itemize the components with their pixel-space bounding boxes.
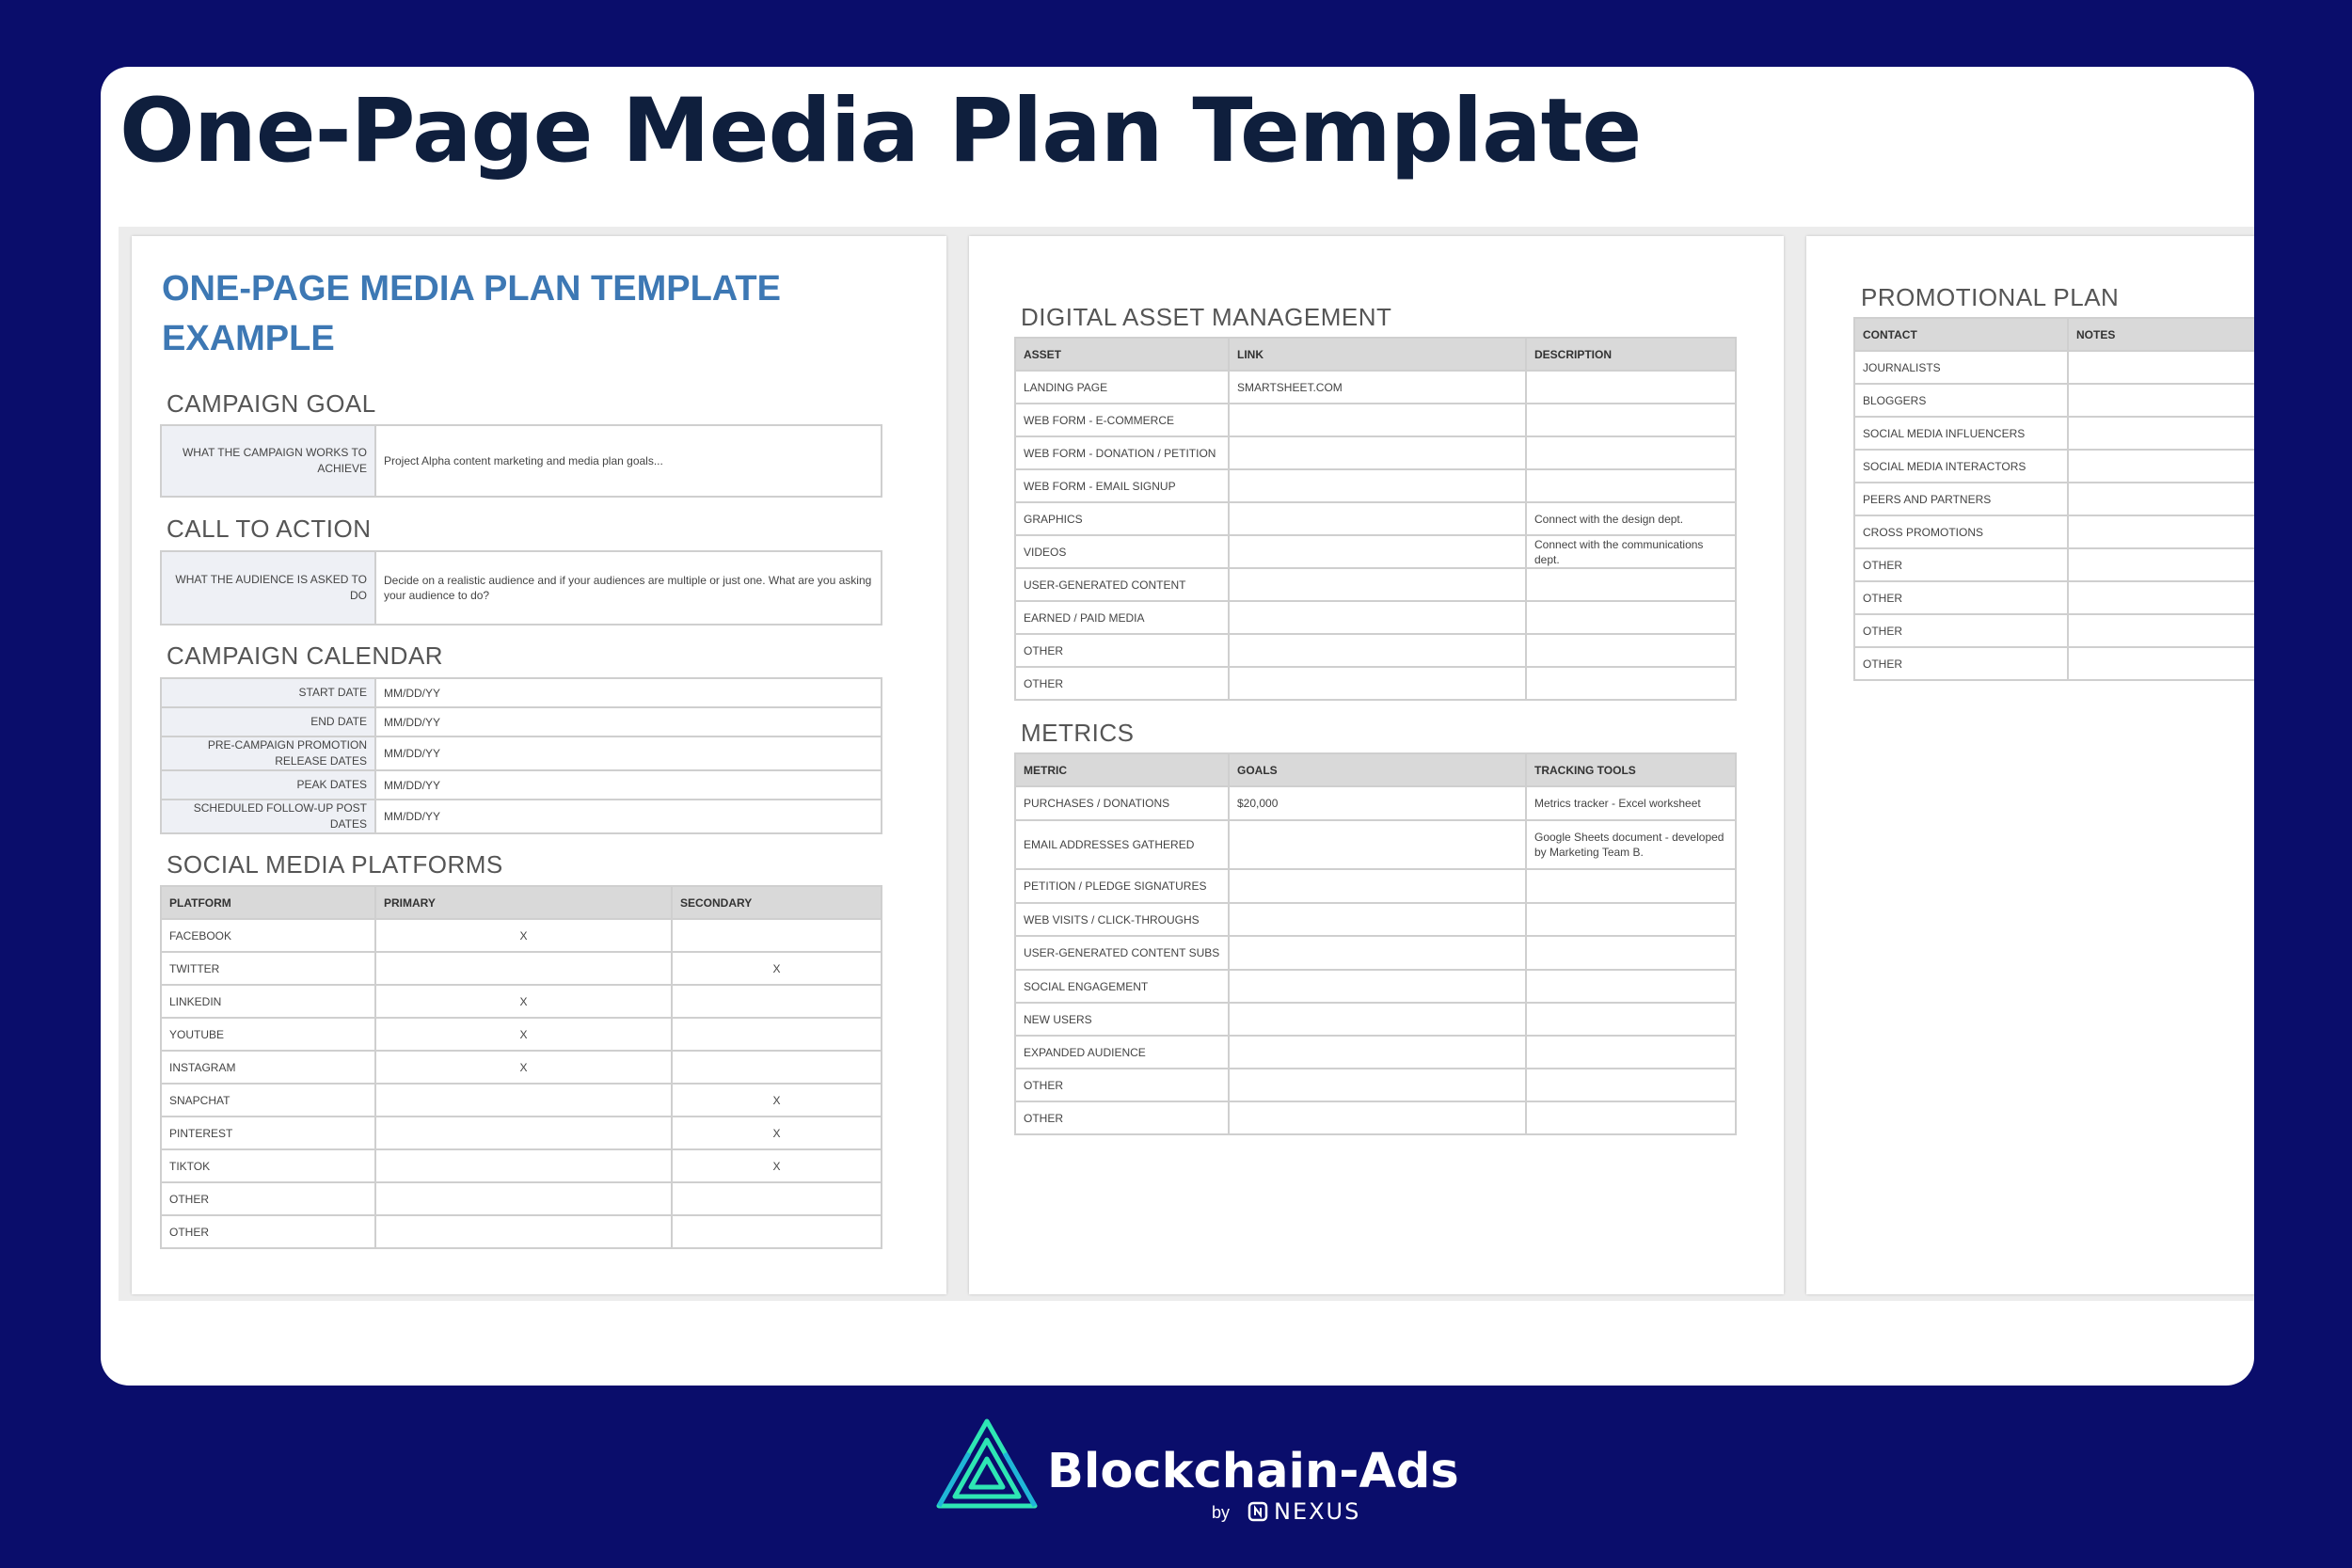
goal-cell [1229,1101,1526,1134]
table-row [1854,647,2254,680]
link-cell [1229,568,1526,601]
secondary-cell: X [672,1084,882,1117]
link-cell: SMARTSHEET.COM [1229,371,1526,404]
goal-cell [1229,869,1526,903]
description-cell [1526,634,1736,667]
metrics-table [1014,752,1737,1135]
tool-cell [1526,1101,1736,1134]
campaign-calendar-heading: CAMPAIGN CALENDAR [167,641,444,670]
asset-cell: GRAPHICS [1015,502,1229,535]
secondary-cell: X [672,1117,882,1149]
column-header: METRIC [1015,753,1229,786]
secondary-cell: X [672,1149,882,1182]
asset-cell: WEB FORM - E-COMMERCE [1015,404,1229,436]
campaign-goal-heading: CAMPAIGN GOAL [167,389,376,418]
link-cell [1229,436,1526,469]
secondary-cell [672,1051,882,1084]
document-title: ONE-PAGE MEDIA PLAN TEMPLATE EXAMPLE [162,269,781,358]
table-row [1015,404,1736,436]
secondary-cell [672,1215,882,1248]
secondary-cell [672,919,882,952]
brand-logo [931,1416,1459,1538]
contact-cell: OTHER [1854,647,2068,680]
table-row [1854,384,2254,417]
link-cell [1229,469,1526,502]
notes-cell [2068,351,2254,384]
promotional-plan-heading: PROMOTIONAL PLAN [1861,283,2120,311]
promotional-plan-table [1853,317,2254,681]
description-cell [1526,436,1736,469]
primary-cell: X [375,919,672,952]
primary-cell [375,1182,672,1215]
goal-cell [1229,903,1526,936]
goal-cell [1229,820,1526,869]
digital-asset-table [1014,337,1737,701]
column-header: PRIMARY [375,886,672,919]
tool-cell [1526,1069,1736,1101]
document-page-2 [969,236,1784,1294]
table-row [1015,970,1736,1003]
calendar-row [161,770,882,800]
description-cell [1526,601,1736,634]
tool-cell [1526,1036,1736,1069]
secondary-cell [672,1018,882,1051]
column-header: DESCRIPTION [1526,338,1736,371]
contact-cell: BLOGGERS [1854,384,2068,417]
asset-cell: WEB FORM - DONATION / PETITION [1015,436,1229,469]
contact-cell: PEERS AND PARTNERS [1854,483,2068,515]
table-row [1015,601,1736,634]
goal-cell [1229,970,1526,1003]
contact-cell: OTHER [1854,614,2068,647]
table-row [1015,1036,1736,1069]
primary-cell [375,1117,672,1149]
table-row [1015,667,1736,700]
metric-cell: SOCIAL ENGAGEMENT [1015,970,1229,1003]
page-title: One-Page Media Plan Template [119,80,1642,182]
notes-cell [2068,515,2254,548]
calendar-value: MM/DD/YY [375,770,882,800]
table-row [1015,1003,1736,1036]
tool-cell [1526,1003,1736,1036]
document-page-3 [1806,236,2254,1294]
platform-cell: TIKTOK [161,1149,375,1182]
notes-cell [2068,417,2254,450]
secondary-cell: X [672,952,882,985]
blockchain-ads-logo-icon [931,1416,1042,1515]
column-header: SECONDARY [672,886,882,919]
table-row [1015,786,1736,820]
table-row [1015,371,1736,404]
table-row [1854,351,2254,384]
table-row [161,985,882,1018]
campaign-goal-label: WHAT THE CAMPAIGN WORKS TO ACHIEVE [161,425,375,497]
contact-cell: SOCIAL MEDIA INFLUENCERS [1854,417,2068,450]
metric-cell: USER-GENERATED CONTENT SUBS [1015,936,1229,970]
metric-cell: NEW USERS [1015,1003,1229,1036]
secondary-cell [672,1182,882,1215]
platform-cell: PINTEREST [161,1117,375,1149]
calendar-label: END DATE [161,707,375,736]
table-row [1015,820,1736,869]
table-row [161,952,882,985]
platform-cell: SNAPCHAT [161,1084,375,1117]
table-row [1854,450,2254,483]
description-cell [1526,404,1736,436]
primary-cell [375,1084,672,1117]
table-row [1854,548,2254,581]
asset-cell: OTHER [1015,634,1229,667]
calendar-label: SCHEDULED FOLLOW-UP POST DATES [161,800,375,833]
table-row [1015,1069,1736,1101]
primary-cell [375,952,672,985]
notes-cell [2068,647,2254,680]
table-row [161,1215,882,1248]
tool-cell [1526,970,1736,1003]
column-header: LINK [1229,338,1526,371]
table-row [1015,469,1736,502]
table-row [1015,502,1736,535]
campaign-goal-value: Project Alpha content marketing and media plan goals... [375,425,882,497]
table-row [1854,483,2254,515]
tool-cell: Metrics tracker - Excel worksheet [1526,786,1736,820]
dam-heading: DIGITAL ASSET MANAGEMENT [1021,303,1392,331]
table-row [1015,1101,1736,1134]
goal-cell [1229,1003,1526,1036]
primary-cell [375,1149,672,1182]
table-row [161,1182,882,1215]
column-header: TRACKING TOOLS [1526,753,1736,786]
goal-cell [1229,936,1526,970]
goal-cell [1229,1036,1526,1069]
column-header: NOTES [2068,318,2254,351]
table-row [161,1149,882,1182]
link-cell [1229,667,1526,700]
description-cell: Connect with the design dept. [1526,502,1736,535]
contact-cell: SOCIAL MEDIA INTERACTORS [1854,450,2068,483]
campaign-goal-table [160,424,882,498]
table-row [161,1117,882,1149]
platform-cell: FACEBOOK [161,919,375,952]
link-cell [1229,404,1526,436]
description-cell [1526,568,1736,601]
nexus-icon [1248,1501,1268,1522]
link-cell [1229,601,1526,634]
asset-cell: WEB FORM - EMAIL SIGNUP [1015,469,1229,502]
sheet-preview [119,227,2254,1301]
table-row [1854,614,2254,647]
table-row [1015,903,1736,936]
tool-cell: Google Sheets document - developed by Marketing Team B. [1526,820,1736,869]
table-row [1015,535,1736,568]
column-header: ASSET [1015,338,1229,371]
calendar-value: MM/DD/YY [375,800,882,833]
table-row [161,1051,882,1084]
calendar-label: PRE-CAMPAIGN PROMOTION RELEASE DATES [161,736,375,770]
table-row [161,1018,882,1051]
calendar-label: PEAK DATES [161,770,375,800]
description-cell [1526,667,1736,700]
calendar-value: MM/DD/YY [375,707,882,736]
description-cell [1526,371,1736,404]
metric-cell: EXPANDED AUDIENCE [1015,1036,1229,1069]
brand-sub-text: NEXUS [1274,1498,1361,1525]
platform-cell: LINKEDIN [161,985,375,1018]
asset-cell: OTHER [1015,667,1229,700]
campaign-calendar-table [160,677,882,834]
metric-cell: PETITION / PLEDGE SIGNATURES [1015,869,1229,903]
link-cell [1229,634,1526,667]
table-row [1015,436,1736,469]
primary-cell: X [375,985,672,1018]
metrics-heading: METRICS [1021,719,1135,747]
primary-cell [375,1215,672,1248]
table-row [161,1084,882,1117]
metric-cell: OTHER [1015,1069,1229,1101]
platform-cell: YOUTUBE [161,1018,375,1051]
asset-cell: LANDING PAGE [1015,371,1229,404]
table-row [1854,581,2254,614]
calendar-label: START DATE [161,678,375,707]
column-header: PLATFORM [161,886,375,919]
link-cell [1229,502,1526,535]
metric-cell: PURCHASES / DONATIONS [1015,786,1229,820]
column-header: GOALS [1229,753,1526,786]
primary-cell: X [375,1018,672,1051]
contact-cell: CROSS PROMOTIONS [1854,515,2068,548]
metric-cell: WEB VISITS / CLICK-THROUGHS [1015,903,1229,936]
goal-cell: $20,000 [1229,786,1526,820]
platform-cell: OTHER [161,1215,375,1248]
contact-cell: JOURNALISTS [1854,351,2068,384]
metric-cell: EMAIL ADDRESSES GATHERED [1015,820,1229,869]
asset-cell: EARNED / PAID MEDIA [1015,601,1229,634]
table-row [1854,515,2254,548]
notes-cell [2068,614,2254,647]
calendar-row [161,800,882,833]
description-cell [1526,469,1736,502]
contact-cell: OTHER [1854,581,2068,614]
table-row [1015,869,1736,903]
contact-cell: OTHER [1854,548,2068,581]
notes-cell [2068,581,2254,614]
tool-cell [1526,903,1736,936]
link-cell [1229,535,1526,568]
template-card [101,67,2254,1386]
notes-cell [2068,483,2254,515]
notes-cell [2068,450,2254,483]
tool-cell [1526,869,1736,903]
table-row [1854,417,2254,450]
call-to-action-label: WHAT THE AUDIENCE IS ASKED TO DO [161,551,375,625]
call-to-action-value: Decide on a realistic audience and if your audiences are multiple or just one. What are you asking your audience to do? [375,551,882,625]
asset-cell: VIDEOS [1015,535,1229,568]
platform-cell: TWITTER [161,952,375,985]
table-row [1015,936,1736,970]
document-page-1 [132,236,946,1294]
social-media-heading: SOCIAL MEDIA PLATFORMS [167,850,503,879]
secondary-cell [672,985,882,1018]
goal-cell [1229,1069,1526,1101]
column-header: CONTACT [1854,318,2068,351]
platform-cell: INSTAGRAM [161,1051,375,1084]
metric-cell: OTHER [1015,1101,1229,1134]
tool-cell [1526,936,1736,970]
calendar-value: MM/DD/YY [375,678,882,707]
calendar-row [161,678,882,707]
call-to-action-table [160,550,882,626]
call-to-action-heading: CALL TO ACTION [167,515,372,543]
calendar-value: MM/DD/YY [375,736,882,770]
description-cell: Connect with the communications dept. [1526,535,1736,568]
notes-cell [2068,548,2254,581]
brand-name: Blockchain-Ads [1047,1444,1459,1499]
social-media-table [160,885,882,1249]
primary-cell: X [375,1051,672,1084]
table-row [1015,634,1736,667]
asset-cell: USER-GENERATED CONTENT [1015,568,1229,601]
calendar-row [161,736,882,770]
table-row [161,919,882,952]
table-row [1015,568,1736,601]
calendar-row [161,707,882,736]
platform-cell: OTHER [161,1182,375,1215]
brand-by-text: by [1212,1503,1231,1522]
notes-cell [2068,384,2254,417]
